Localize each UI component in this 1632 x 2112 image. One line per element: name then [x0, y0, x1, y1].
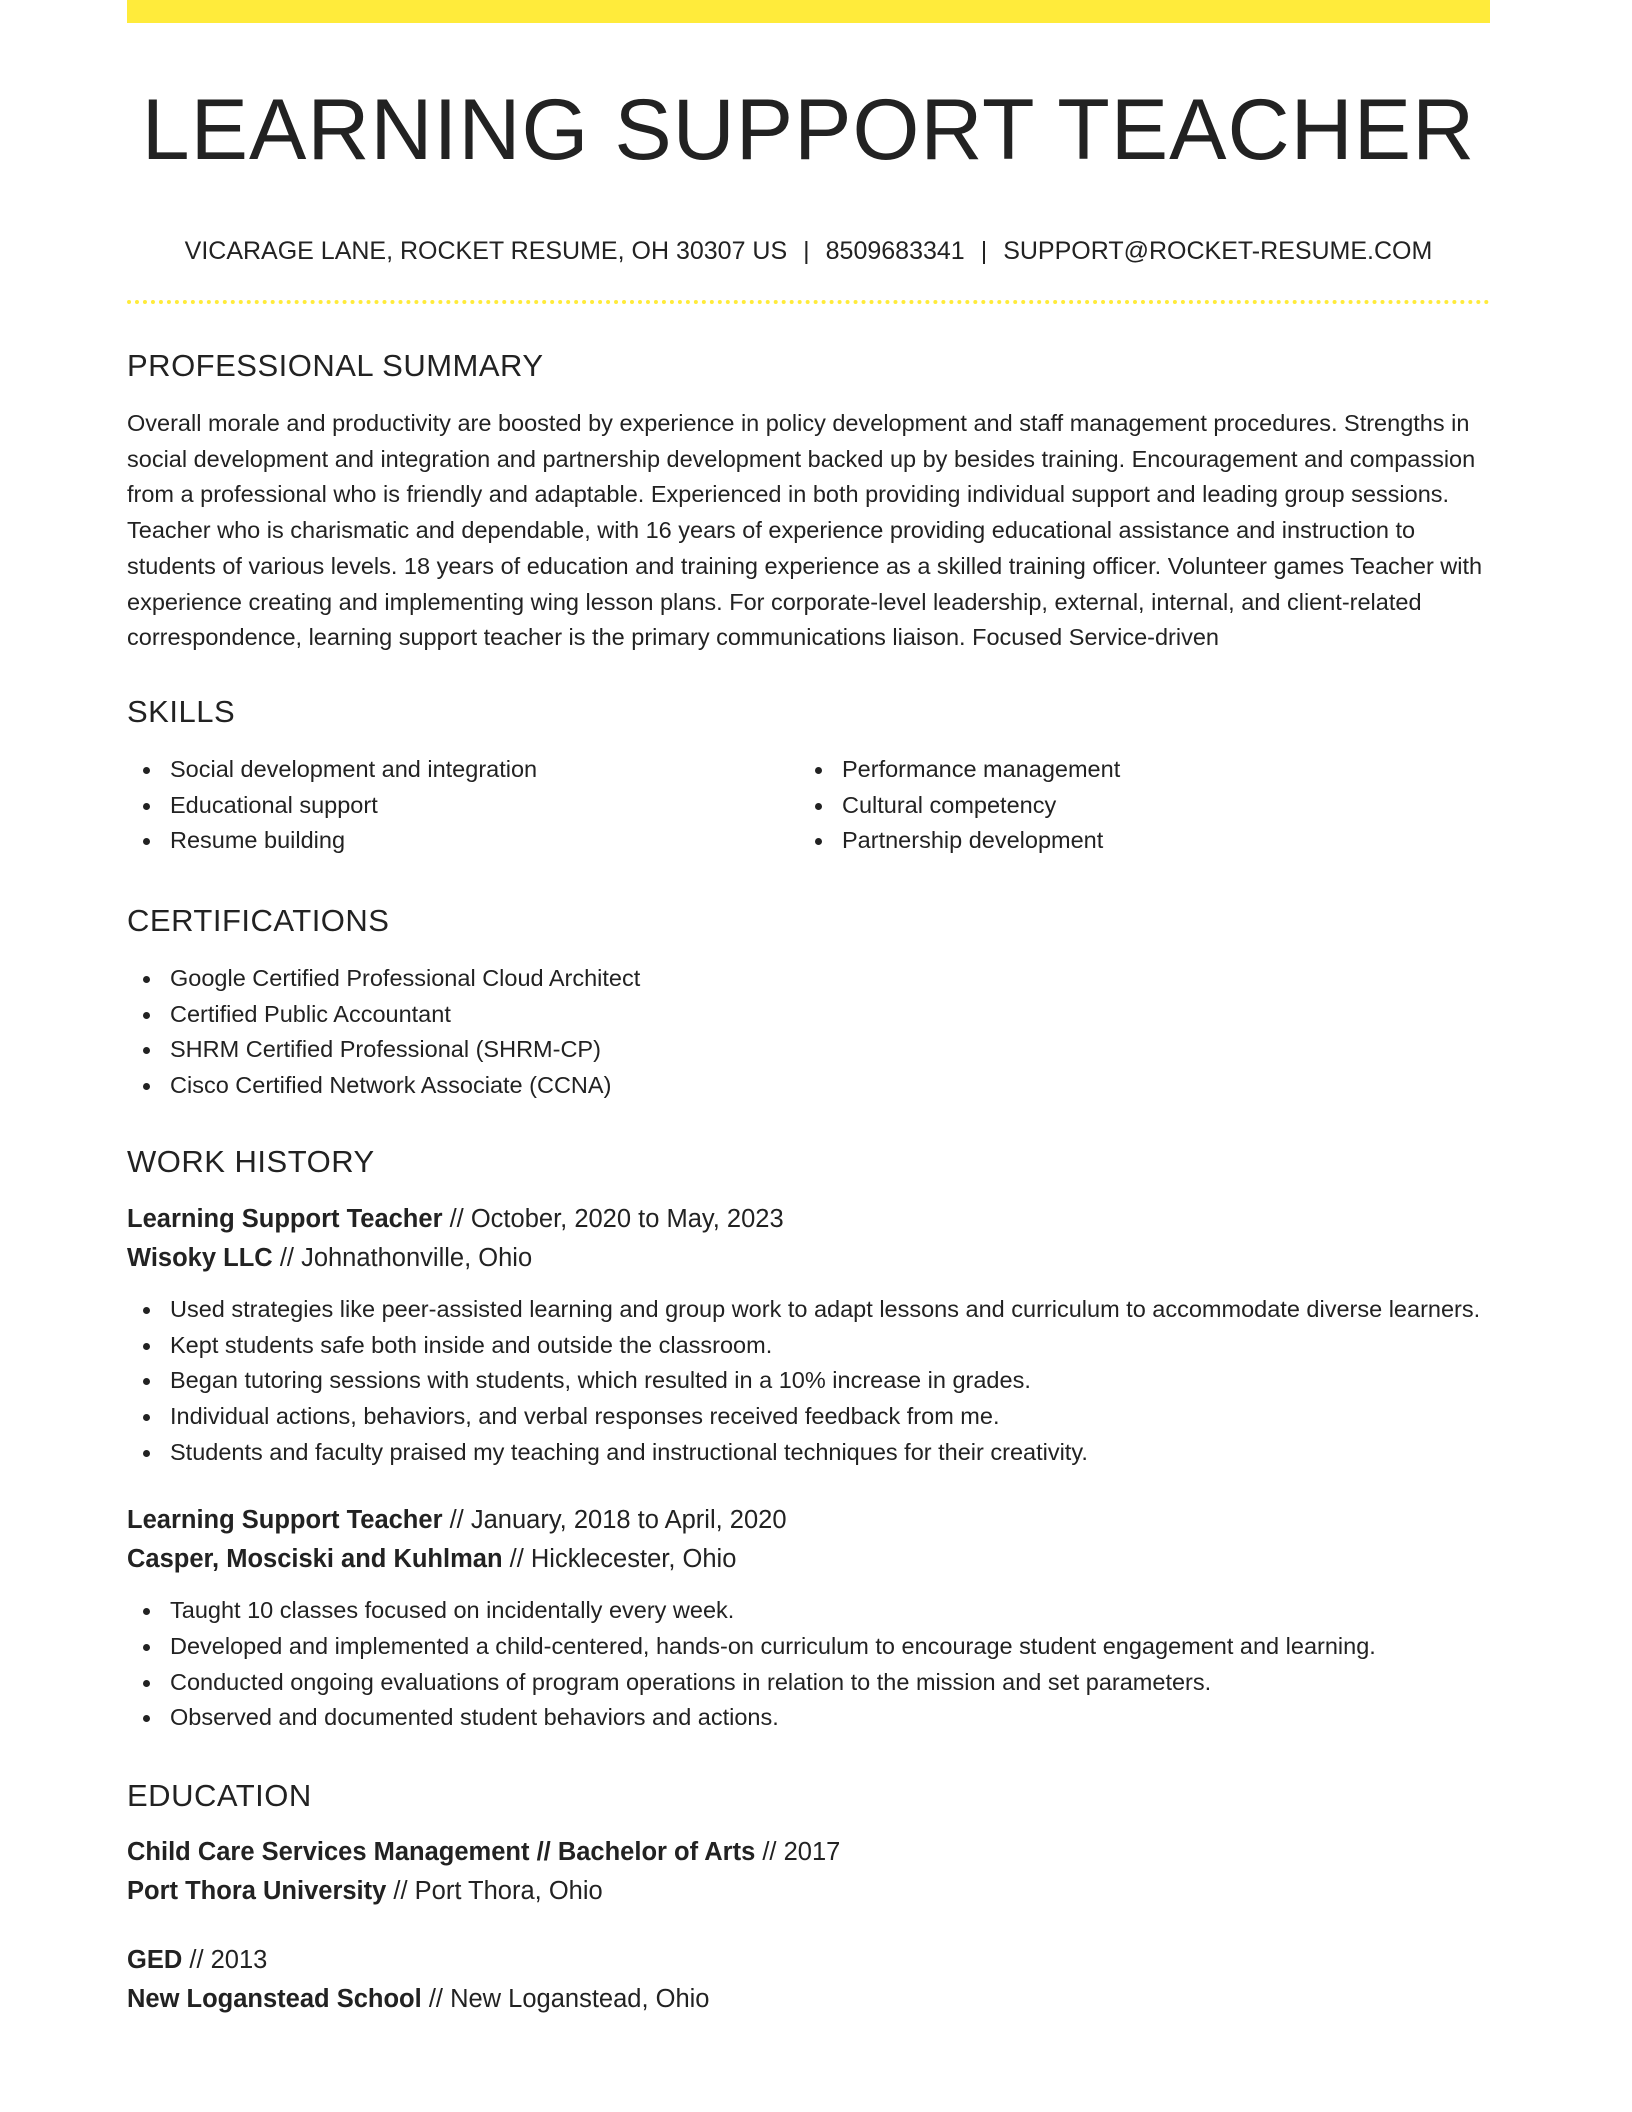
skills-list-left [127, 752, 799, 859]
contact-address: VICARAGE LANE, ROCKET RESUME, OH 30307 US [184, 237, 788, 265]
job-title-line [127, 1501, 1490, 1540]
skills-column-right [799, 752, 1471, 859]
job-duty: Began tutoring sessions with students, which resulted in a 10% increase in grades. [127, 1363, 1490, 1399]
job-role: Learning Support Teacher [127, 1204, 443, 1233]
job-role: Learning Support Teacher [127, 1506, 443, 1535]
job-dates: // January, 2018 to April, 2020 [449, 1506, 787, 1535]
skill-item: Educational support [127, 788, 799, 824]
education-location: // New Loganstead, Ohio [428, 1985, 710, 2014]
job-duty: Developed and implemented a child-centered, hands-on curriculum to encourage student engagement and learning. [127, 1629, 1490, 1665]
resume-name: LEARNING SUPPORT TEACHER [141, 82, 1476, 178]
skill-item: Performance management [799, 752, 1471, 788]
skill-item: Social development and integration [127, 752, 799, 788]
education-school-line [127, 1872, 1490, 1911]
work-history-heading: WORK HISTORY [127, 1143, 375, 1179]
certifications-list [127, 961, 1490, 1104]
summary-heading: PROFESSIONAL SUMMARY [127, 348, 544, 383]
job-duty: Taught 10 classes focused on incidentally every week. [127, 1593, 1490, 1629]
education-degree-line [127, 1833, 1490, 1872]
job-duty: Individual actions, behaviors, and verbal responses received feedback from me. [127, 1399, 1490, 1435]
contact-separator: | [803, 237, 810, 265]
resume-content [127, 0, 1490, 2019]
job-duty: Students and faculty praised my teaching and instructional techniques for their creativity. [127, 1435, 1490, 1471]
dotted-divider [127, 300, 1490, 304]
job-company-line [127, 1540, 1490, 1579]
job-company: Casper, Mosciski and Kuhlman [127, 1545, 503, 1574]
education-location: // Port Thora, Ohio [393, 1877, 603, 1906]
job-duties-list [127, 1292, 1490, 1471]
certification-item: Cisco Certified Network Associate (CCNA) [127, 1068, 1490, 1104]
job-duties-list [127, 1593, 1490, 1736]
education-degree: Child Care Services Management // Bachelor of Arts [127, 1838, 756, 1867]
summary-text: Overall morale and productivity are boosted by experience in policy development and staff management procedures. Strengths in social development and integration and partnership development backed up by besides training. Encouragement and compassion from a professional who is friendly and adaptable. Experienced in both providing individual support and leading group sessions. Teacher who is charismatic and dependable, with 16 years of experience providing educational assistance and instruction to students of various levels. 18 years of education and training experience as a skilled training officer. Volunteer games Teacher with experience creating and implementing wing lesson plans. For corporate-level leadership, external, internal, and client-related correspondence, learning support teacher is the primary communications liaison. Focused Service-driven [127, 410, 1483, 651]
job-company: Wisoky LLC [127, 1243, 273, 1272]
certification-item: SHRM Certified Professional (SHRM-CP) [127, 1032, 1490, 1068]
contact-email: SUPPORT@ROCKET-RESUME.COM [1003, 237, 1433, 265]
job-title-line [127, 1200, 1490, 1239]
education-school: Port Thora University [127, 1877, 387, 1906]
education-degree-line [127, 1941, 1490, 1980]
skill-item: Resume building [127, 823, 799, 859]
job-location: // Johnathonville, Ohio [279, 1243, 533, 1272]
job-duty: Used strategies like peer-assisted learning and group work to adapt lessons and curriculum to accommodate diverse learners. [127, 1292, 1490, 1328]
job-location: // Hicklecester, Ohio [509, 1545, 737, 1574]
skills-list-right [799, 752, 1471, 859]
job-duty: Observed and documented student behaviors and actions. [127, 1700, 1490, 1736]
education-year: // 2013 [189, 1946, 268, 1975]
contact-phone: 8509683341 [825, 237, 965, 265]
skills-column-left [127, 752, 799, 859]
job-duty: Conducted ongoing evaluations of program operations in relation to the mission and set parameters. [127, 1665, 1490, 1701]
skills-heading: SKILLS [127, 693, 236, 729]
job-duty: Kept students safe both inside and outside the classroom. [127, 1328, 1490, 1364]
contact-separator: | [980, 237, 988, 265]
skills-grid [127, 752, 1490, 859]
contact-line [127, 236, 1490, 266]
education-degree: GED [127, 1946, 183, 1975]
education-school-line [127, 1980, 1490, 2019]
education-school: New Loganstead School [127, 1985, 422, 2014]
education-heading: EDUCATION [127, 1778, 312, 1814]
certification-item: Google Certified Professional Cloud Architect [127, 961, 1490, 997]
skill-item: Partnership development [799, 823, 1471, 859]
education-year: // 2017 [762, 1838, 841, 1867]
job-company-line [127, 1239, 1490, 1278]
certification-item: Certified Public Accountant [127, 997, 1490, 1033]
skill-item: Cultural competency [799, 788, 1471, 824]
certifications-heading: CERTIFICATIONS [127, 903, 390, 939]
job-dates: // October, 2020 to May, 2023 [449, 1204, 784, 1233]
